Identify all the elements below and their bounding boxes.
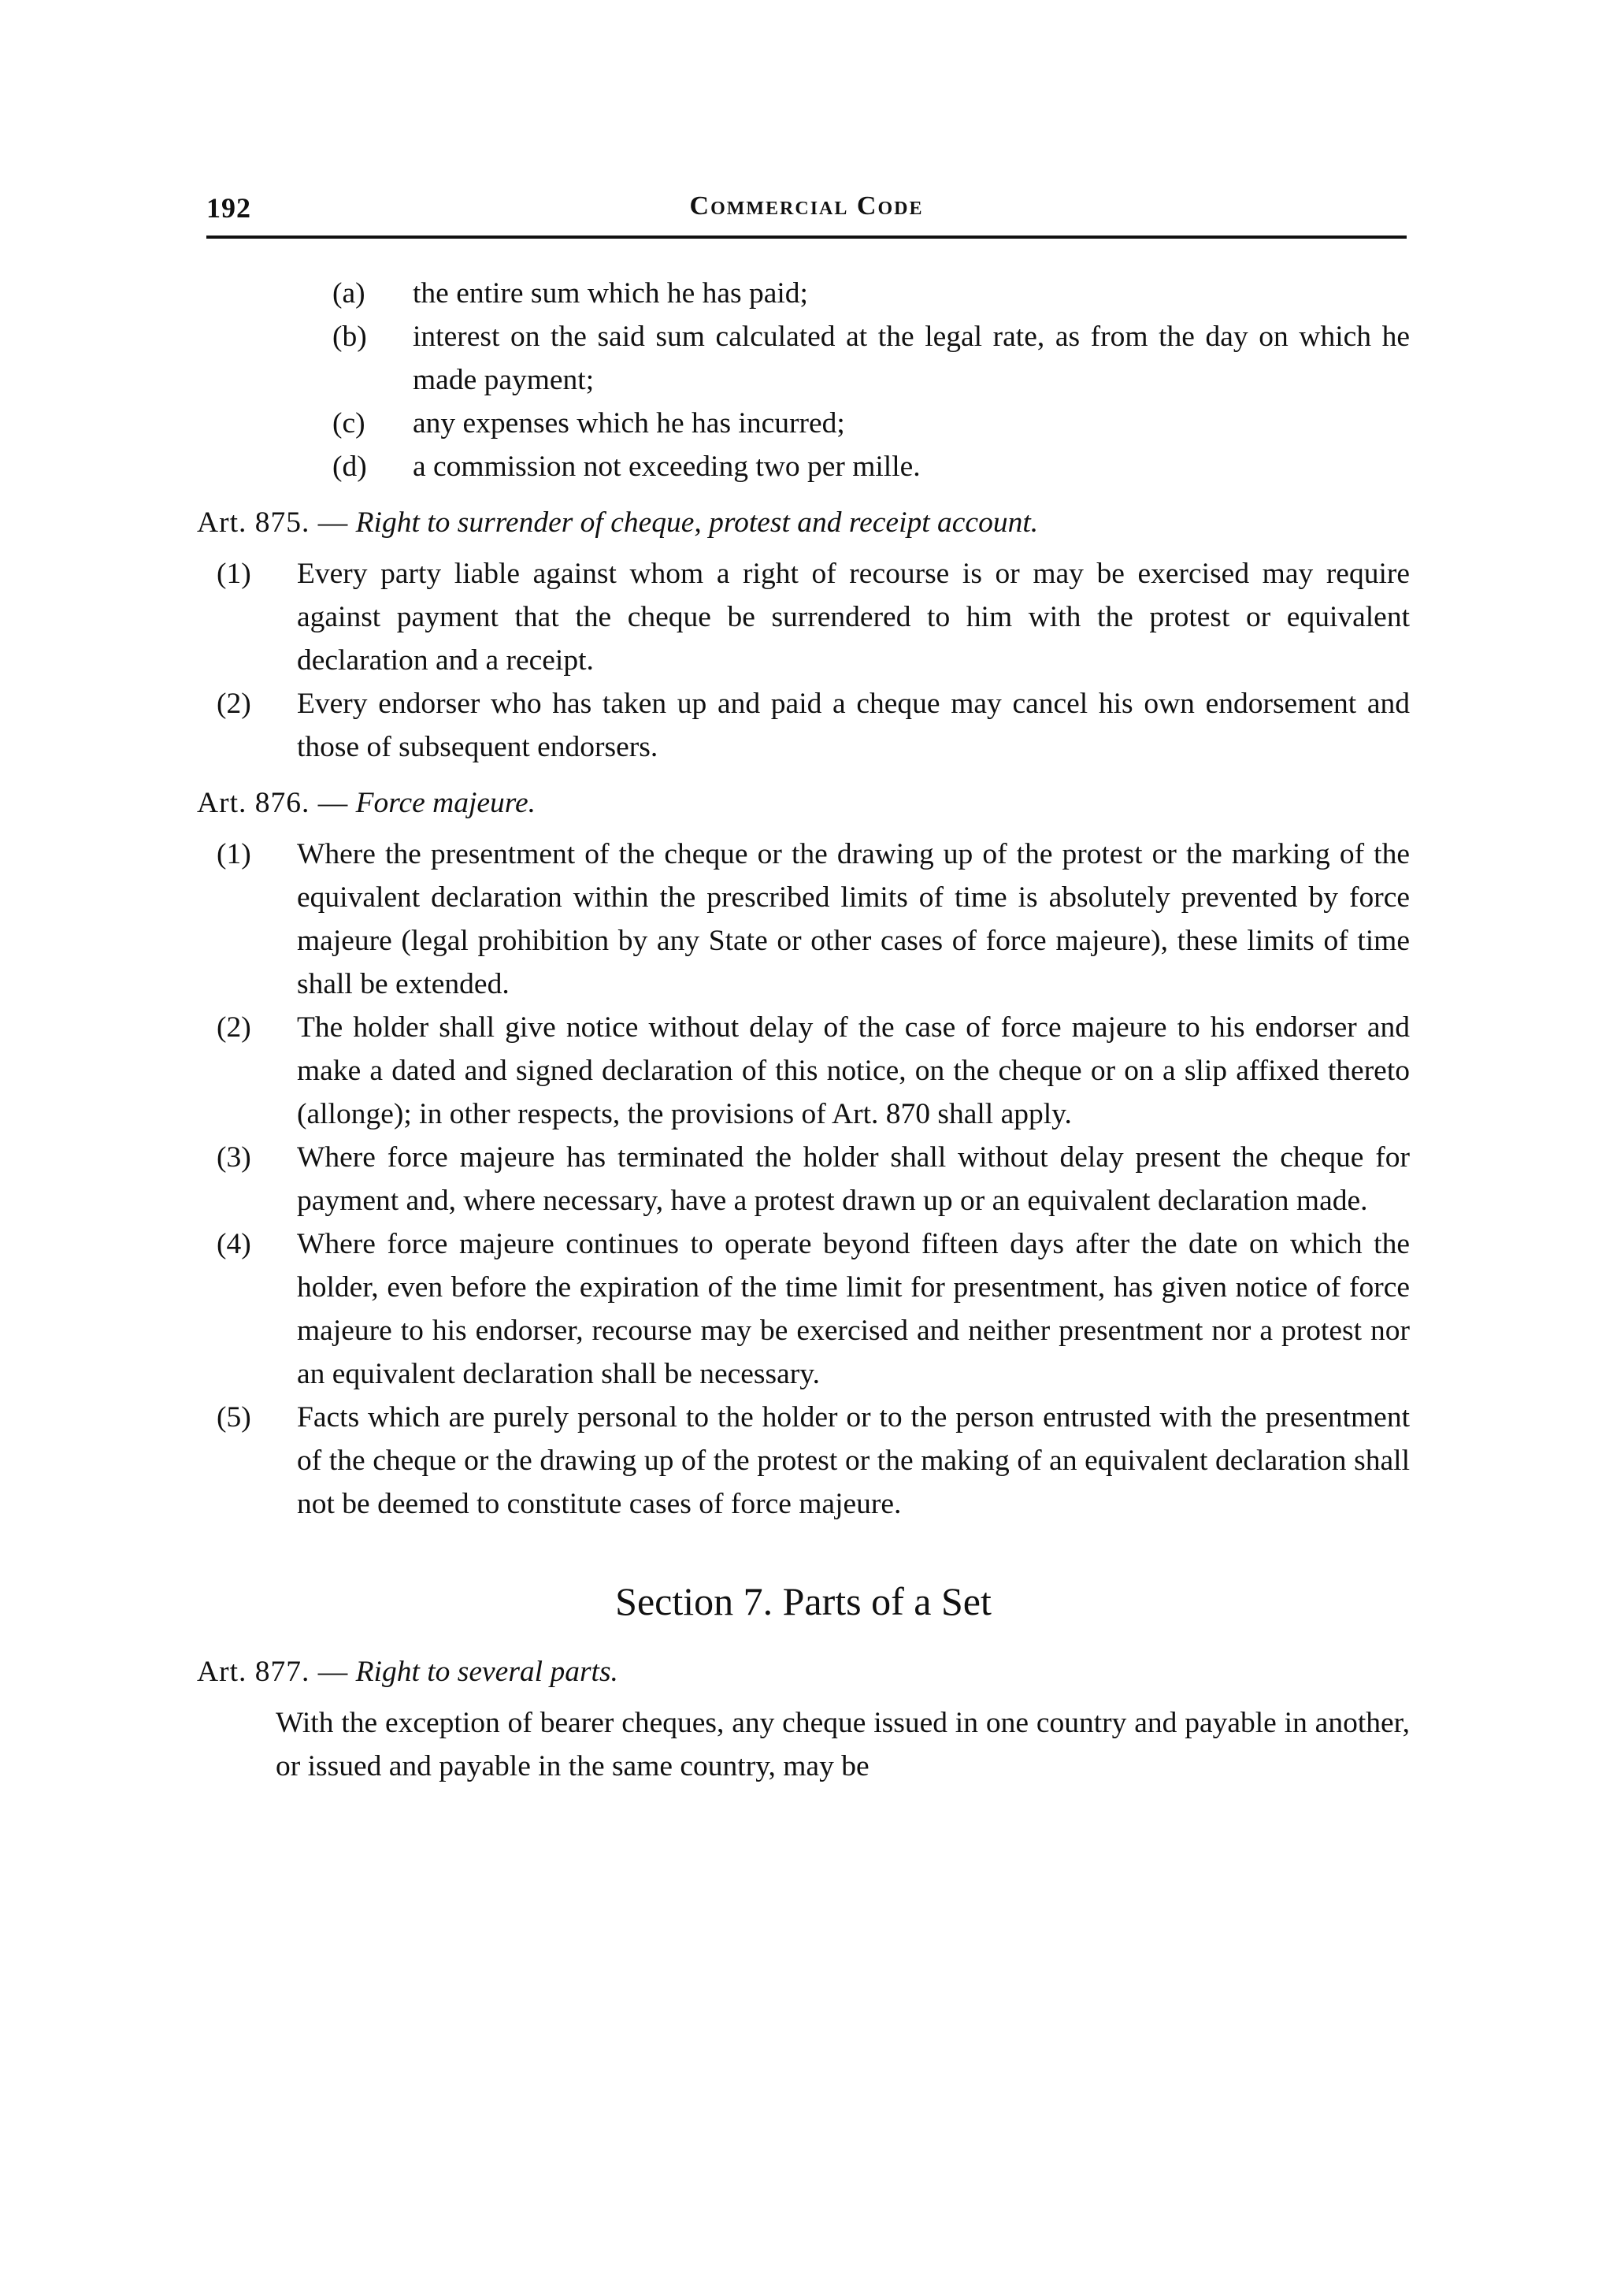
list-item	[197, 272, 1410, 315]
paragraph	[197, 1006, 1410, 1136]
list-item-label: (c)	[332, 407, 365, 440]
list-item	[197, 445, 1410, 488]
page-body	[197, 272, 1410, 1788]
paragraph	[197, 1136, 1410, 1222]
paragraph	[197, 682, 1410, 769]
list-item-label: (a)	[332, 277, 365, 310]
article-number: Art. 877. —	[197, 1656, 349, 1688]
paragraph-label: (5)	[217, 1401, 251, 1434]
paragraph-text: Where the presentment of the cheque or the drawing up of the protest or the marking of the equivalent declaration within the prescribed limits of time is absolutely prevented by force majeure (legal prohibition by any State or other cases of force majeure), these limits of time shall be extended.	[297, 838, 1410, 1000]
running-head: Commercial Code	[689, 191, 924, 221]
header-rule	[206, 236, 1407, 239]
article-title: Right to surrender of cheque, protest and receipt account.	[355, 506, 1039, 539]
article-number: Art. 876. —	[197, 787, 349, 819]
list-item	[197, 402, 1410, 445]
page-number: 192	[206, 192, 251, 224]
article-876-heading	[197, 781, 1410, 825]
paragraph-label: (1)	[217, 558, 251, 590]
list-item-label: (d)	[332, 451, 367, 483]
article-title: Force majeure.	[355, 787, 536, 819]
article-877-heading	[197, 1650, 1410, 1693]
paragraph-label: (1)	[217, 838, 251, 870]
article-875-heading	[197, 501, 1410, 544]
paragraph	[197, 833, 1410, 1006]
paragraph	[197, 1222, 1410, 1396]
list-item	[197, 315, 1410, 402]
paragraph-text: Every party liable against whom a right of recourse is or may be exercised may require against payment that the cheque be surrendered to him with the protest or equivalent declaration and a receipt.	[297, 558, 1410, 677]
paragraph-text: Facts which are purely personal to the holder or to the person entrusted with the presentment of the cheque or the drawing up of the protest or the making of an equivalent declaration shall not be deemed to constitute cases of force majeure.	[297, 1401, 1410, 1520]
paragraph	[197, 1396, 1410, 1526]
paragraph-text: Every endorser who has taken up and paid a cheque may cancel his own endorsement and those of subsequent endorsers.	[297, 688, 1410, 763]
paragraph	[197, 552, 1410, 682]
section-heading: Section 7. Parts of a Set	[615, 1579, 992, 1623]
article-number: Art. 875. —	[197, 506, 349, 539]
paragraph-label: (2)	[217, 1011, 251, 1044]
paragraph-label: (2)	[217, 688, 251, 720]
list-item-label: (b)	[332, 321, 367, 353]
article-body: With the exception of bearer cheques, any cheque issued in one country and payable in another, or issued and payable in the same country, may be	[276, 1707, 1410, 1782]
paragraph-label: (4)	[217, 1228, 251, 1260]
list-item-text: any expenses which he has incurred;	[413, 407, 845, 440]
paragraph-text: The holder shall give notice without delay of the case of force majeure to his endorser and make a dated and signed declaration of this notice, on the cheque or on a slip affixed thereto (allonge); in other respects, the provisions of Art. 870 shall apply.	[297, 1011, 1410, 1130]
article-title: Right to several parts.	[355, 1656, 618, 1688]
paragraph-text: Where force majeure continues to operate beyond fifteen days after the date on which the holder, even before the expiration of the time limit for presentment, has given notice of force majeure to his endorser, recourse may be exercised and neither presentment nor a protest nor an equivalent declaration shall be necessary.	[297, 1228, 1410, 1390]
list-item-text: interest on the said sum calculated at the legal rate, as from the day on which he made payment;	[413, 321, 1410, 396]
paragraph-label: (3)	[217, 1141, 251, 1174]
list-item-text: a commission not exceeding two per mille.	[413, 451, 921, 483]
list-item-text: the entire sum which he has paid;	[413, 277, 808, 310]
paragraph-text: Where force majeure has terminated the holder shall without delay present the cheque for payment and, where necessary, have a protest drawn up or an equivalent declaration made.	[297, 1141, 1410, 1217]
